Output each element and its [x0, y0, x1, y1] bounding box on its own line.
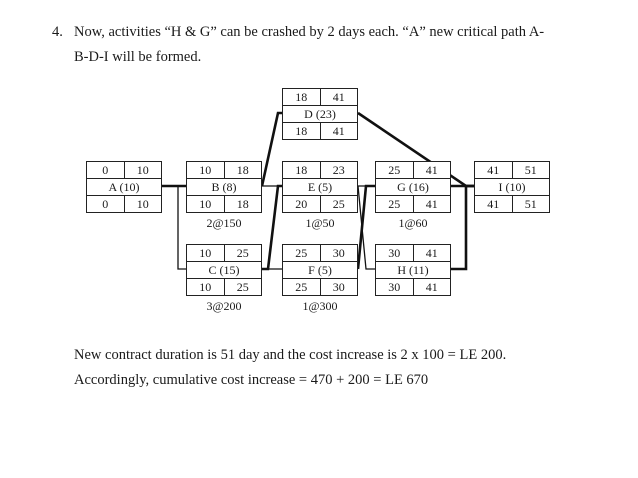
activity-c-ef: 25 — [224, 245, 262, 261]
activity-e-ls: 20 — [295, 197, 308, 211]
result-line-2: Accordingly, cumulative cost increase = 470 + 200 = LE 670 — [74, 372, 429, 388]
activity-e-es: 18 — [295, 163, 308, 177]
activity-d-label: D (23) — [283, 105, 357, 122]
result-line-1: New contract duration is 51 day and the cost increase is 2 x 100 = LE 200. — [74, 347, 507, 363]
activity-g-node — [375, 161, 451, 213]
activity-h-es: 30 — [388, 246, 401, 260]
link-b-d — [262, 113, 282, 186]
activity-f-ls: 25 — [295, 280, 308, 294]
activity-g-lf: 41 — [413, 196, 451, 212]
link-h-i — [451, 186, 474, 269]
activity-c-node — [186, 244, 262, 296]
activity-g-label: G (16) — [376, 178, 450, 195]
activity-d-ef: 41 — [320, 89, 358, 105]
activity-h-ls: 30 — [388, 280, 401, 294]
activity-a-node — [86, 161, 162, 213]
activity-e-node — [282, 161, 358, 213]
link-a-c — [162, 186, 186, 269]
activity-f-ef: 30 — [320, 245, 358, 261]
activity-e-label: E (5) — [283, 178, 357, 195]
activity-a-ls: 0 — [102, 197, 109, 211]
activity-b-lf: 18 — [224, 196, 262, 212]
activity-f-node — [282, 244, 358, 296]
activity-a-label: A (10) — [87, 178, 161, 195]
activity-b-node — [186, 161, 262, 213]
activity-g-es: 25 — [388, 163, 401, 177]
activity-i-ef: 51 — [512, 162, 550, 178]
activity-g-ls: 25 — [388, 197, 401, 211]
activity-b-crash-cost: 2@150 — [206, 216, 242, 230]
activity-f-es: 25 — [295, 246, 308, 260]
activity-a-es: 0 — [102, 163, 109, 177]
activity-c-es: 10 — [199, 246, 212, 260]
activity-i-ls: 41 — [487, 197, 500, 211]
activity-b-ls: 10 — [199, 197, 212, 211]
activity-f-label: F (5) — [283, 261, 357, 278]
activity-d-es: 18 — [295, 90, 308, 104]
item-number: 4. — [52, 24, 63, 40]
activity-b-label: B (8) — [187, 178, 261, 195]
activity-d-node — [282, 88, 358, 140]
statement-line-1: Now, activities “H & G” can be crashed by 2 days each. “A” new critical path A- — [74, 24, 545, 40]
activity-b-es: 10 — [199, 163, 212, 177]
activity-d-lf: 41 — [320, 123, 358, 139]
activity-h-node — [375, 244, 451, 296]
activity-h-label: H (11) — [376, 261, 450, 278]
activity-e-ef: 23 — [320, 162, 358, 178]
activity-i-lf: 51 — [512, 196, 550, 212]
link-c-e — [262, 186, 282, 269]
activity-d-ls: 18 — [295, 124, 308, 138]
activity-a-ef: 10 — [124, 162, 162, 178]
activity-f-lf: 30 — [320, 279, 358, 295]
activity-i-label: I (10) — [475, 178, 549, 195]
activity-b-ef: 18 — [224, 162, 262, 178]
activity-c-crash-cost: 3@200 — [206, 299, 242, 313]
activity-g-crash-cost: 1@60 — [398, 216, 428, 230]
statement-line-2: B-D-I will be formed. — [74, 49, 202, 65]
activity-i-es: 41 — [487, 163, 500, 177]
activity-i-node — [474, 161, 550, 213]
activity-f-crash-cost: 1@300 — [302, 299, 338, 313]
activity-h-lf: 41 — [413, 279, 451, 295]
activity-h-ef: 41 — [413, 245, 451, 261]
activity-g-ef: 41 — [413, 162, 451, 178]
activity-a-lf: 10 — [124, 196, 162, 212]
activity-e-crash-cost: 1@50 — [305, 216, 335, 230]
activity-e-lf: 25 — [320, 196, 358, 212]
activity-c-label: C (15) — [187, 261, 261, 278]
activity-c-lf: 25 — [224, 279, 262, 295]
activity-c-ls: 10 — [199, 280, 212, 294]
